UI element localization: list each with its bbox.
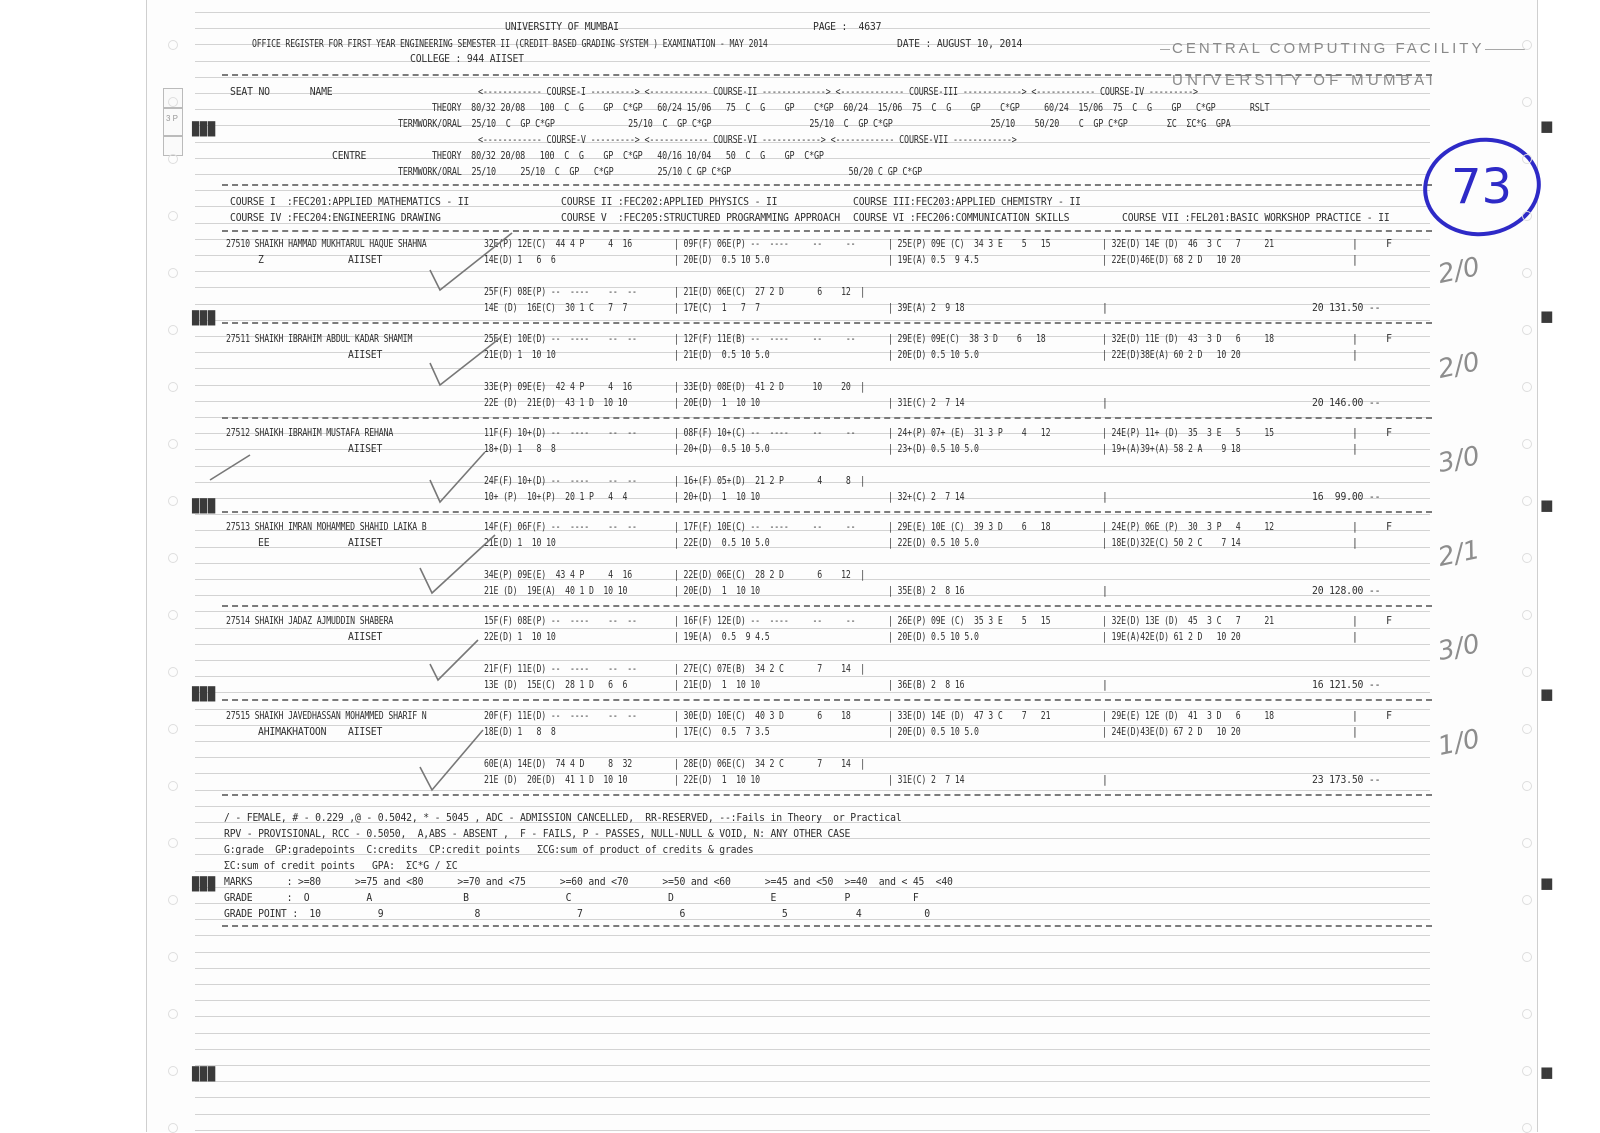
- course-ii-termwork: | 21E(D) 0.5 10 5.0: [674, 349, 770, 361]
- course-iv-theory: | 29E(E) 12E (D) 41 3 D 6 18: [1102, 710, 1274, 722]
- result-divider: |: [1352, 631, 1358, 643]
- punch-hole: [168, 439, 178, 449]
- binding-mark-icon: ▮▮: [1540, 1063, 1551, 1081]
- result-flag: | F: [1352, 615, 1392, 627]
- binding-mark-icon: ▮▮▮: [190, 1060, 215, 1084]
- punch-hole: [168, 724, 178, 734]
- course-iii-theory: | 29E(E) 09E(C) 38 3 D 6 18: [888, 333, 1046, 345]
- student-college: AIISET: [348, 349, 383, 361]
- course-ii-termwork: | 17E(C) 0.5 7 3.5: [674, 726, 770, 738]
- course-vii-termwork: | 36E(B) 2 8 16: [888, 679, 965, 691]
- punch-hole: [168, 1009, 178, 1019]
- student-seat-name: 27515 SHAIKH JAVEDHASSAN MOHAMMED SHARIF N: [226, 710, 427, 722]
- check-icon: [420, 730, 483, 790]
- punch-hole: [1522, 268, 1532, 278]
- course-iii-termwork: | 23+(D) 0.5 10 5.0: [888, 443, 979, 455]
- binding-mark-icon: ▮▮▮: [190, 304, 215, 328]
- course-v-theory: 33E(P) 09E(E) 42 4 P 4 16: [484, 381, 633, 393]
- course-i-theory: 14F(F) 06F(F) -- ---- -- --: [484, 521, 637, 533]
- punch-hole: [1522, 211, 1532, 221]
- punch-hole: [1522, 952, 1532, 962]
- course-iii-termwork: | 22E(D) 0.5 10 5.0: [888, 537, 979, 549]
- student-name-cont: AHIMAKHATOON: [258, 726, 327, 738]
- termwork-header-row1: TERMWORK/ORAL 25/10 C GP C*GP 25/10 C GP C*GP 25/10 C GP C*GP 25/10 50/20 C GP C*GP ΣC ΣC*G GPA: [398, 118, 1231, 130]
- course-def: COURSE I :FEC201:APPLIED MATHEMATICS - II: [230, 196, 470, 208]
- punch-hole: [168, 154, 178, 164]
- course-vi-theory: | 21E(D) 06E(C) 27 2 D 6 12 |: [674, 286, 866, 298]
- result-divider: |: [1102, 585, 1108, 597]
- course-iv-theory: | 32E(D) 14E (D) 46 3 C 7 21: [1102, 238, 1274, 250]
- punch-hole: [168, 1066, 178, 1076]
- course-def: COURSE VI :FEC206:COMMUNICATION SKILLS: [853, 212, 1070, 224]
- course-iii-theory: | 33E(D) 14E (D) 47 3 C 7 21: [888, 710, 1051, 722]
- legend-line: G:grade GP:gradepoints C:credits CP:credit points ΣCG:sum of product of credits & grades: [224, 844, 754, 856]
- course-vi-termwork: | 20E(D) 1 10 10: [674, 585, 760, 597]
- punch-hole: [1522, 1009, 1532, 1019]
- binding-mark-icon: ▮▮: [1540, 307, 1551, 325]
- check-icon: [430, 338, 500, 385]
- grade-table-marks: MARKS : >=80 >=75 and <80 >=70 and <75 >=60 and <70 >=50 and <60 >=45 and <50 >=40 and < 45 <40: [224, 876, 953, 888]
- course-v-theory: 21F(F) 11E(D) -- ---- -- --: [484, 663, 637, 675]
- student-college: AIISET: [348, 254, 383, 266]
- course-ii-theory: | 08F(F) 10+(C) -- ---- -- --: [674, 427, 856, 439]
- binding-mark-icon: ▮▮▮: [190, 115, 215, 139]
- page-number: PAGE : 4637: [813, 21, 882, 33]
- punch-hole: [1522, 439, 1532, 449]
- course-ii-theory: | 12F(F) 11E(B) -- ---- -- --: [674, 333, 856, 345]
- course-iv-theory: | 24E(P) 06E (P) 30 3 P 4 12: [1102, 521, 1274, 533]
- result-divider: |: [1352, 537, 1358, 549]
- course-iv-termwork: | 18E(D)32E(C) 50 2 C 7 14: [1102, 537, 1241, 549]
- result-flag: | F: [1352, 333, 1392, 345]
- student-seat-name: 27512 SHAIKH IBRAHIM MUSTAFA REHANA: [226, 427, 394, 439]
- course-v-termwork: 21E (D) 19E(A) 40 1 D 10 10: [484, 585, 628, 597]
- register-date: DATE : AUGUST 10, 2014: [897, 38, 1023, 50]
- course-i-theory: 25E(E) 10E(D) -- ---- -- --: [484, 333, 637, 345]
- course-v-theory: 24F(F) 10+(D) -- ---- -- --: [484, 475, 637, 487]
- course-iii-termwork: | 19E(A) 0.5 9 4.5: [888, 254, 979, 266]
- course-vii-termwork: | 31E(C) 2 7 14: [888, 774, 965, 786]
- course-ii-theory: | 30E(D) 10E(C) 40 3 D 6 18: [674, 710, 851, 722]
- course-def: COURSE IV :FEC204:ENGINEERING DRAWING: [230, 212, 441, 224]
- summary-credits-gpa: 16 99.00 --: [1312, 491, 1381, 503]
- legend-line: / - FEMALE, # - 0.229 ,@ - 0.5042, * - 5045 , ADC - ADMISSION CANCELLED, RR-RESERVED, --:Fails in Theory or Practical: [224, 812, 902, 824]
- course-def: COURSE III:FEC203:APPLIED CHEMISTRY - II: [853, 196, 1081, 208]
- punch-hole: [168, 325, 178, 335]
- result-divider: |: [1352, 349, 1358, 361]
- course-i-theory: 15F(F) 08E(P) -- ---- -- --: [484, 615, 637, 627]
- punch-hole: [168, 553, 178, 563]
- grade-table-points: GRADE POINT : 10 9 8 7 6 5 4 0: [224, 908, 930, 920]
- result-divider: |: [1352, 443, 1358, 455]
- handwritten-tally: 2/0: [1435, 346, 1483, 386]
- course-i-theory: 32E(P) 12E(C) 44 4 P 4 16: [484, 238, 633, 250]
- course-iii-termwork: | 20E(D) 0.5 10 5.0: [888, 631, 979, 643]
- course-vii-termwork: | 35E(B) 2 8 16: [888, 585, 965, 597]
- course-v-theory: 25F(F) 08E(P) -- ---- -- --: [484, 286, 637, 298]
- legend-line: RPV - PROVISIONAL, RCC - 0.5050, A,ABS - ABSENT , F - FAILS, P - PASSES, NULL-NULL & VOID, N: ANY OTHER CASE: [224, 828, 851, 840]
- punch-hole: [1522, 1066, 1532, 1076]
- punch-hole: [1522, 724, 1532, 734]
- punch-hole: [168, 838, 178, 848]
- course-v-theory: 60E(A) 14E(D) 74 4 D 8 32: [484, 758, 633, 770]
- punch-hole: [168, 952, 178, 962]
- course-v-termwork: 14E (D) 16E(C) 30 1 C 7 7: [484, 302, 628, 314]
- summary-credits-gpa: 23 173.50 --: [1312, 774, 1381, 786]
- course-ii-theory: | 17F(F) 10E(C) -- ---- -- --: [674, 521, 856, 533]
- theory-header-row1: THEORY 80/32 20/08 100 C G GP C*GP 60/24 15/06 75 C G GP C*GP 60/24 15/06 75 C G GP C*GP 60/24 15/06 75 C G GP C*GP RSLT: [432, 102, 1270, 114]
- punch-hole: [168, 382, 178, 392]
- result-divider: |: [1102, 397, 1108, 409]
- punch-hole: [168, 610, 178, 620]
- course-ii-termwork: | 22E(D) 0.5 10 5.0: [674, 537, 770, 549]
- course-i-termwork: 14E(D) 1 6 6: [484, 254, 556, 266]
- punch-hole: [1522, 553, 1532, 563]
- binding-mark-icon: ▮▮▮: [190, 680, 215, 704]
- course-i-theory: 11F(F) 10+(D) -- ---- -- --: [484, 427, 637, 439]
- student-college: AIISET: [348, 537, 383, 549]
- course-vi-theory: | 28E(D) 06E(C) 34 2 C 7 14 |: [674, 758, 866, 770]
- handwritten-tally: 1/0: [1435, 723, 1483, 763]
- student-seat-name: 27513 SHAIKH IMRAN MOHAMMED SHAHID LAIKA B: [226, 521, 427, 533]
- result-flag: | F: [1352, 710, 1392, 722]
- check-icon: [430, 233, 512, 290]
- circled-count: 73: [1451, 159, 1513, 216]
- ccf-stamp-line1: CENTRAL COMPUTING FACILITY: [1172, 40, 1485, 57]
- course-vii-termwork: | 31E(C) 2 7 14: [888, 397, 965, 409]
- course-vi-theory: | 16+(F) 05+(D) 21 2 P 4 8 |: [674, 475, 866, 487]
- course-v-termwork: 21E (D) 20E(D) 41 1 D 10 10: [484, 774, 628, 786]
- result-flag: | F: [1352, 238, 1392, 250]
- punch-hole: [168, 268, 178, 278]
- punch-hole: [1522, 382, 1532, 392]
- grade-table-grade: GRADE : O A B C D E P F: [224, 892, 919, 904]
- course-iii-theory: | 24+(P) 07+ (E) 31 3 P 4 12: [888, 427, 1051, 439]
- course-ii-theory: | 09F(F) 06E(P) -- ---- -- --: [674, 238, 856, 250]
- course-iv-termwork: | 22E(D)38E(A) 60 2 D 10 20: [1102, 349, 1241, 361]
- handwritten-tally: 3/0: [1435, 628, 1483, 668]
- student-name-cont: Z: [258, 254, 264, 266]
- result-divider: |: [1352, 254, 1358, 266]
- course-i-theory: 20F(F) 11E(D) -- ---- -- --: [484, 710, 637, 722]
- student-college: AIISET: [348, 443, 383, 455]
- course-vi-termwork: | 22E(D) 1 10 10: [674, 774, 760, 786]
- student-seat-name: 27510 SHAIKH HAMMAD MUKHTARUL HAQUE SHAHNA: [226, 238, 427, 250]
- handwritten-tally: 3/0: [1435, 440, 1483, 480]
- punch-hole: [168, 211, 178, 221]
- course-iii-theory: | 26E(P) 09E (C) 35 3 E 5 15: [888, 615, 1051, 627]
- summary-credits-gpa: 20 128.00 --: [1312, 585, 1381, 597]
- binding-mark-icon: ▮▮: [1540, 496, 1551, 514]
- punch-hole: [1522, 610, 1532, 620]
- course-def: COURSE II :FEC202:APPLIED PHYSICS - II: [561, 196, 778, 208]
- termwork-header-row2: TERMWORK/ORAL 25/10 25/10 C GP C*GP 25/10 C GP C*GP 50/20 C GP C*GP: [398, 166, 923, 178]
- course-vi-termwork: | 17E(C) 1 7 7: [674, 302, 760, 314]
- student-seat-name: 27514 SHAIKH JADAZ AJMUDDIN SHABERA: [226, 615, 394, 627]
- course-def: COURSE V :FEC205:STRUCTURED PROGRAMMING APPROACH: [561, 212, 840, 224]
- result-flag: | F: [1352, 521, 1392, 533]
- course-vi-termwork: | 20E(D) 1 10 10: [674, 397, 760, 409]
- course-def: COURSE VII :FEL201:BASIC WORKSHOP PRACTICE - II: [1122, 212, 1390, 224]
- punch-hole: [168, 97, 178, 107]
- course-iii-theory: | 29E(E) 10E (C) 39 3 D 6 18: [888, 521, 1051, 533]
- course-v-termwork: 10+ (P) 10+(P) 20 1 P 4 4: [484, 491, 628, 503]
- result-divider: |: [1352, 726, 1358, 738]
- course-iv-termwork: | 22E(D)46E(D) 68 2 D 10 20: [1102, 254, 1241, 266]
- course-i-termwork: 18+(D) 1 8 8: [484, 443, 556, 455]
- course-iii-theory: | 25E(P) 09E (C) 34 3 E 5 15: [888, 238, 1051, 250]
- handwritten-tally: 2/0: [1435, 251, 1483, 291]
- punch-hole: [1522, 781, 1532, 791]
- punch-hole: [1522, 40, 1532, 50]
- punch-hole: [168, 667, 178, 677]
- course-vi-termwork: | 20+(D) 1 10 10: [674, 491, 760, 503]
- course-iv-termwork: | 19+(A)39+(A) 58 2 A 9 18: [1102, 443, 1241, 455]
- side-label: 3 P: [166, 114, 179, 123]
- course-ii-termwork: | 19E(A) 0.5 9 4.5: [674, 631, 770, 643]
- seat-name-header: SEAT NO NAME: [230, 86, 333, 98]
- punch-hole: [1522, 667, 1532, 677]
- course-iv-theory: | 32E(D) 13E (D) 45 3 C 7 21: [1102, 615, 1274, 627]
- student-seat-name: 27511 SHAIKH IBRAHIM ABDUL KADAR SHAMIM: [226, 333, 413, 345]
- course-header-row1: <------------ COURSE-I ---------> <------------ COURSE-II -------------> <------------- COURSE-III ------------> <------------ COURSE-IV --------->: [478, 86, 1198, 98]
- course-vii-termwork: | 39E(A) 2 9 18: [888, 302, 965, 314]
- course-v-theory: 34E(P) 09E(E) 43 4 P 4 16: [484, 569, 633, 581]
- punch-hole: [168, 781, 178, 791]
- summary-credits-gpa: 20 146.00 --: [1312, 397, 1381, 409]
- course-i-termwork: 22E(D) 1 10 10: [484, 631, 556, 643]
- course-iv-theory: | 32E(D) 11E (D) 43 3 D 6 18: [1102, 333, 1274, 345]
- result-divider: |: [1102, 774, 1108, 786]
- student-college: AIISET: [348, 631, 383, 643]
- result-divider: |: [1102, 302, 1108, 314]
- pencil-stroke-icon: [210, 455, 250, 480]
- handwritten-tally: 2/1: [1435, 534, 1483, 574]
- punch-hole: [1522, 325, 1532, 335]
- punch-hole: [168, 496, 178, 506]
- course-vi-termwork: | 21E(D) 1 10 10: [674, 679, 760, 691]
- course-i-termwork: 18E(D) 1 8 8: [484, 726, 556, 738]
- punch-hole: [1522, 838, 1532, 848]
- course-v-termwork: 22E (D) 21E(D) 43 1 D 10 10: [484, 397, 628, 409]
- check-icon: [430, 452, 485, 502]
- theory-header-row2: THEORY 80/32 20/08 100 C G GP C*GP 40/16 10/04 50 C G GP C*GP: [432, 150, 824, 162]
- course-ii-termwork: | 20E(D) 0.5 10 5.0: [674, 254, 770, 266]
- punch-hole: [168, 895, 178, 905]
- student-college: AIISET: [348, 726, 383, 738]
- summary-credits-gpa: 20 131.50 --: [1312, 302, 1381, 314]
- punch-hole: [1522, 97, 1532, 107]
- result-flag: | F: [1352, 427, 1392, 439]
- course-vii-termwork: | 32+(C) 2 7 14: [888, 491, 965, 503]
- course-iv-termwork: | 19E(A)42E(D) 61 2 D 10 20: [1102, 631, 1241, 643]
- course-ii-termwork: | 20+(D) 0.5 10 5.0: [674, 443, 770, 455]
- course-vi-theory: | 27E(C) 07E(B) 34 2 C 7 14 |: [674, 663, 866, 675]
- college-code: COLLEGE : 944 AIISET: [410, 53, 524, 65]
- course-iii-termwork: | 20E(D) 0.5 10 5.0: [888, 726, 979, 738]
- course-i-termwork: 21E(D) 1 10 10: [484, 537, 556, 549]
- university-name: UNIVERSITY OF MUMBAI: [505, 21, 619, 33]
- binding-mark-icon: ▮▮: [1540, 685, 1551, 703]
- course-iii-termwork: | 20E(D) 0.5 10 5.0: [888, 349, 979, 361]
- punch-hole: [1522, 895, 1532, 905]
- course-i-termwork: 21E(D) 1 10 10: [484, 349, 556, 361]
- binding-mark-icon: ▮▮▮: [190, 492, 215, 516]
- punch-hole: [168, 40, 178, 50]
- summary-credits-gpa: 16 121.50 --: [1312, 679, 1381, 691]
- binding-mark-icon: ▮▮: [1540, 874, 1551, 892]
- register-title: OFFICE REGISTER FOR FIRST YEAR ENGINEERING SEMESTER II (CREDIT BASED GRADING SYSTEM ) EXAMINATION - MAY 2014: [252, 38, 768, 50]
- course-iv-termwork: | 24E(D)43E(D) 67 2 D 10 20: [1102, 726, 1241, 738]
- course-header-row2: <------------ COURSE-V ---------> <------------ COURSE-VI ------------> <------------ COURSE-VII ------------>: [478, 134, 1017, 146]
- ccf-stamp-line2: UNIVERSITY OF MUMBAI: [1172, 72, 1437, 89]
- course-iv-theory: | 24E(P) 11+ (D) 35 3 E 5 15: [1102, 427, 1274, 439]
- result-divider: |: [1102, 679, 1108, 691]
- binding-mark-icon: ▮▮▮: [190, 870, 215, 894]
- check-icon: [430, 640, 478, 680]
- course-vi-theory: | 33E(D) 08E(D) 41 2 D 10 20 |: [674, 381, 866, 393]
- centre-header: CENTRE: [332, 150, 367, 162]
- student-name-cont: EE: [258, 537, 270, 549]
- legend-line: ΣC:sum of credit points GPA: ΣC*G / ΣC: [224, 860, 458, 872]
- course-ii-theory: | 16F(F) 12E(D) -- ---- -- --: [674, 615, 856, 627]
- punch-hole: [1522, 496, 1532, 506]
- course-vi-theory: | 22E(D) 06E(C) 28 2 D 6 12 |: [674, 569, 866, 581]
- binding-mark-icon: ▮▮: [1540, 117, 1551, 135]
- punch-hole: [1522, 154, 1532, 164]
- result-divider: |: [1102, 491, 1108, 503]
- check-icon: [420, 535, 495, 593]
- course-v-termwork: 13E (D) 15E(C) 28 1 D 6 6: [484, 679, 628, 691]
